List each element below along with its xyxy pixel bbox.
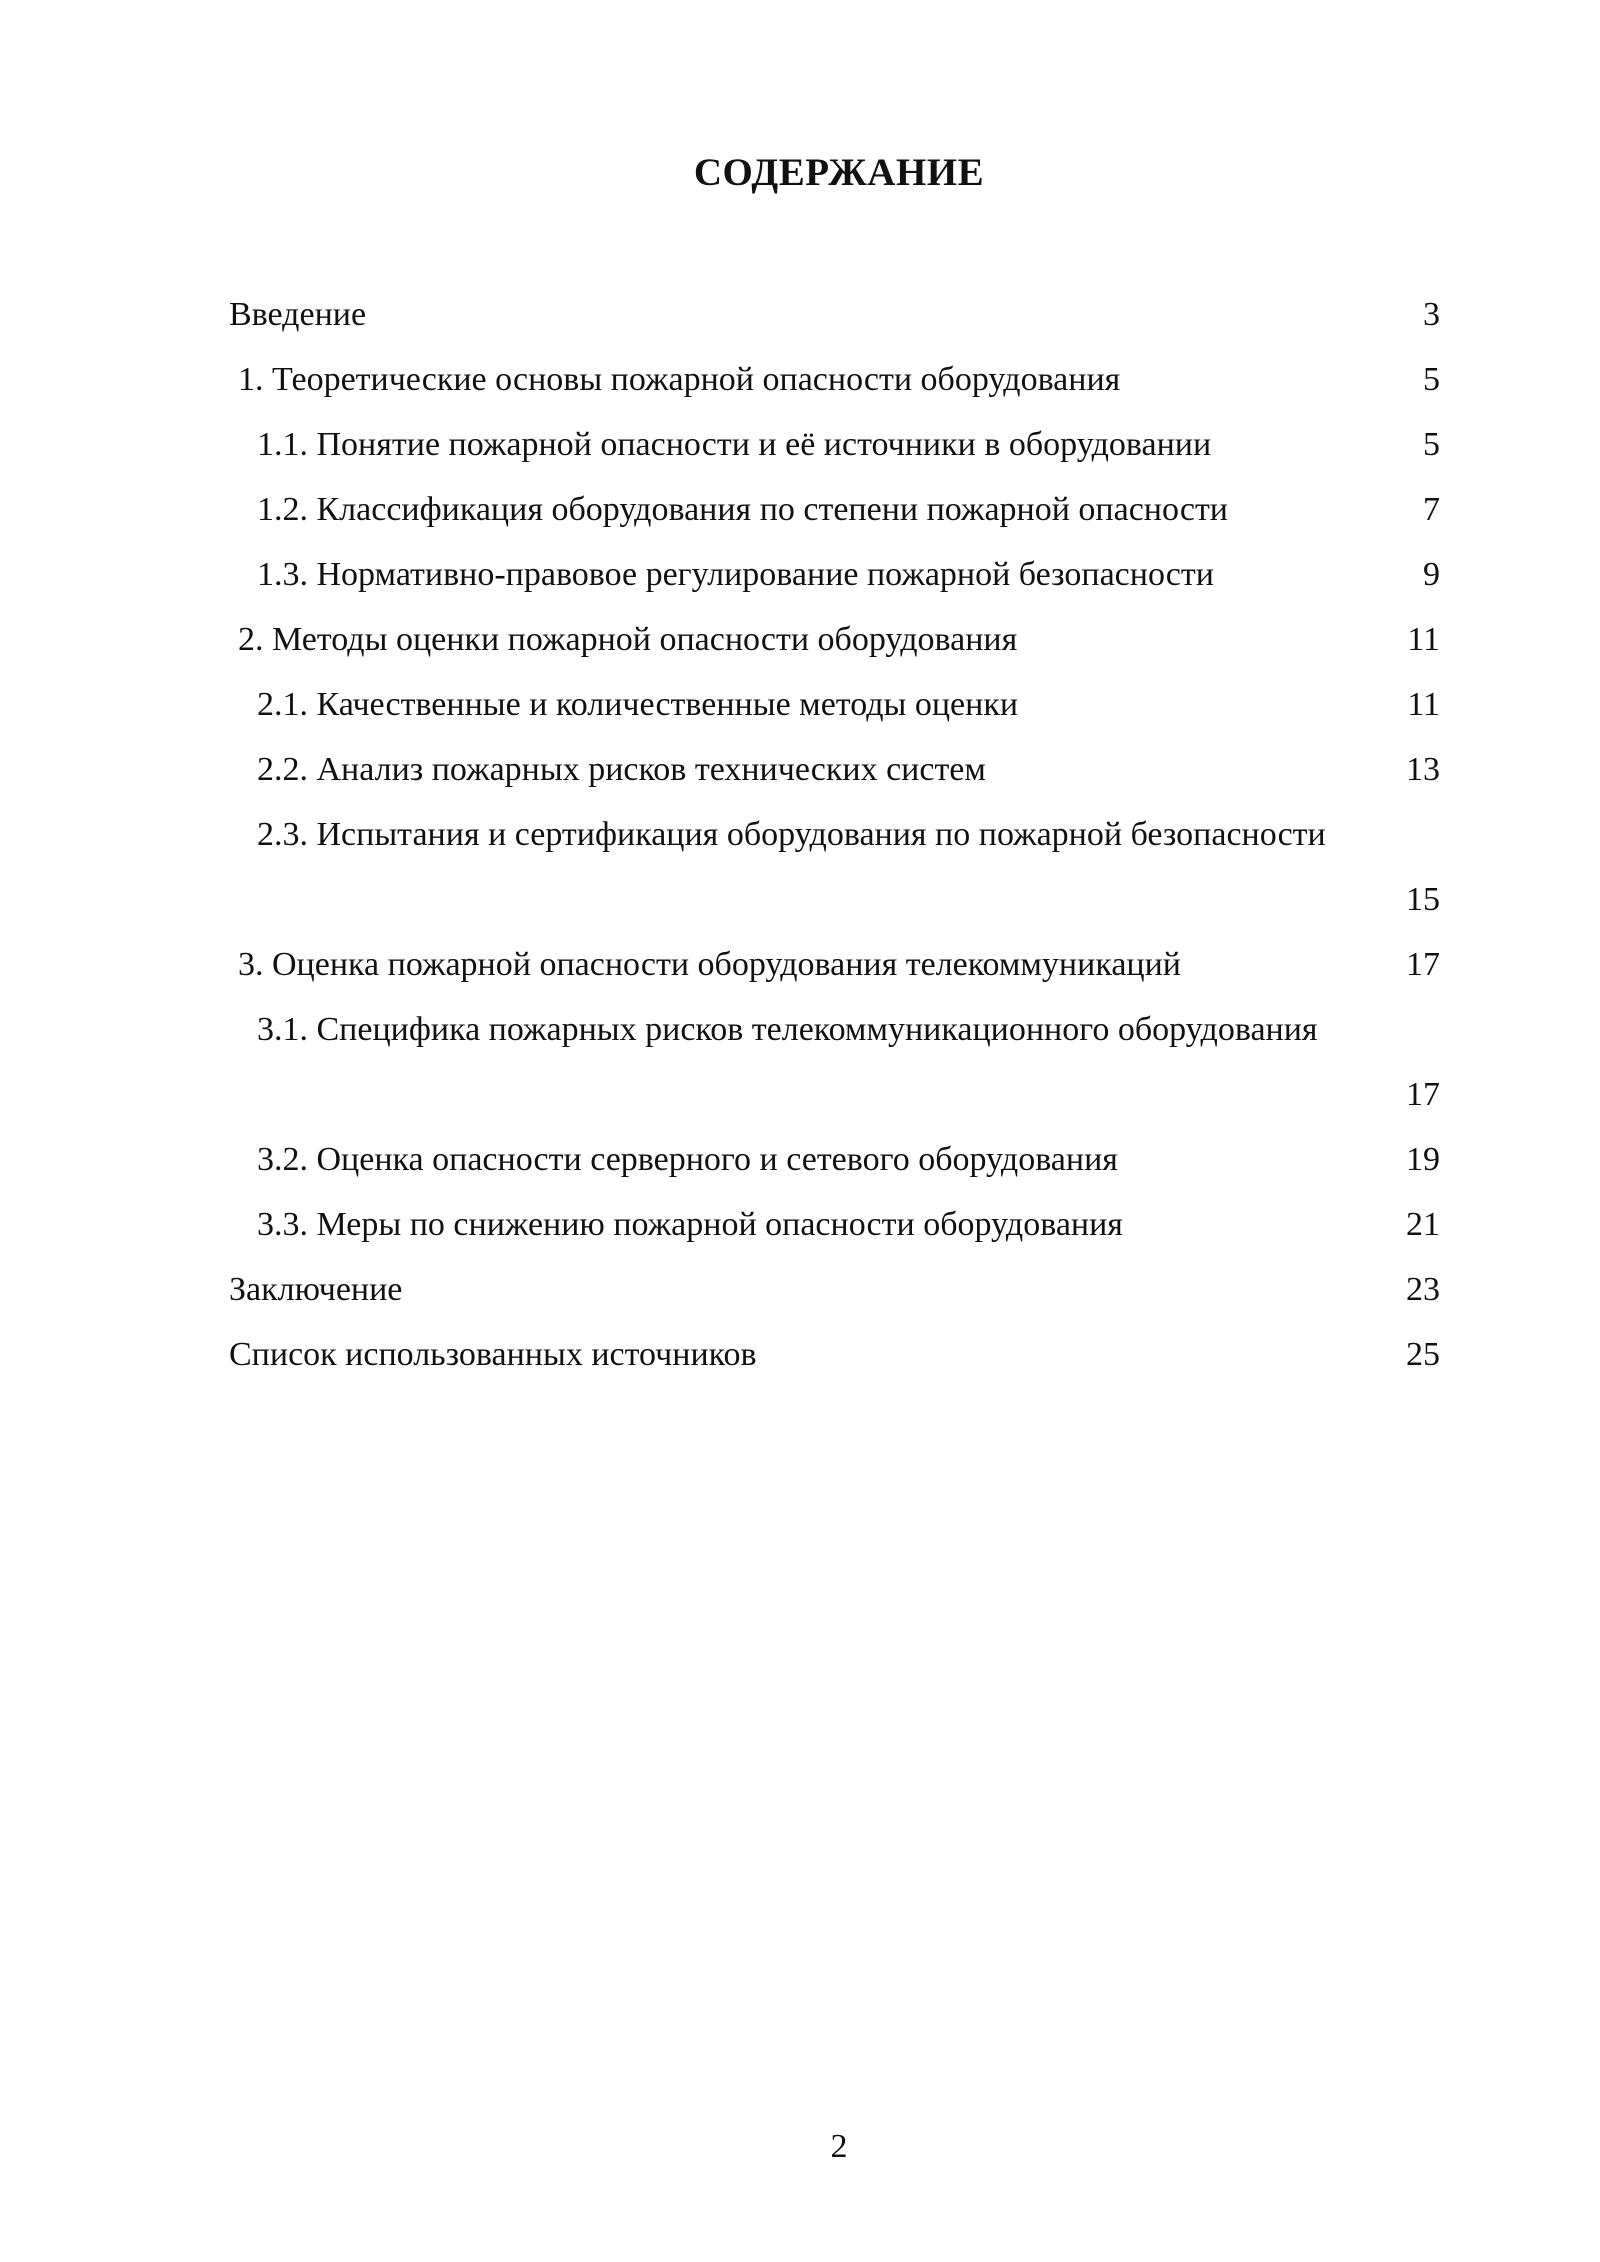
toc-entry-label: 3.2. Оценка опасности серверного и сетевого оборудования: [257, 1141, 1118, 1178]
toc-entry-page: 21: [1406, 1206, 1440, 1243]
toc-entry-page: 17: [1406, 946, 1440, 983]
page-number: 2: [830, 2128, 848, 2165]
toc-entry-label: 1.1. Понятие пожарной опасности и её источники в оборудовании: [257, 426, 1212, 463]
toc-entry-label: 1. Теоретические основы пожарной опасности оборудования: [238, 361, 1121, 398]
toc-entry-label: 2.3. Испытания и сертификация оборудования по пожарной безопасности: [257, 816, 1326, 853]
toc-entry-page: 15: [1406, 881, 1440, 918]
toc-entry-page: 23: [1406, 1271, 1440, 1308]
toc-entry-section-2-2[interactable]: [0, 742, 1600, 807]
toc-entry-label: Заключение: [229, 1271, 403, 1308]
toc-entry-page: 17: [1406, 1076, 1440, 1113]
toc-entry-label: 2. Методы оценки пожарной опасности оборудования: [238, 621, 1018, 658]
toc-entry-section-3-3[interactable]: [0, 1197, 1600, 1262]
toc-entry-label: 3.1. Специфика пожарных рисков телекоммуникационного оборудования: [257, 1011, 1318, 1048]
page-title: СОДЕРЖАНИЕ: [693, 151, 985, 194]
toc-entry-section-1-3[interactable]: [0, 547, 1600, 612]
toc-entry-page: 25: [1406, 1336, 1440, 1373]
toc-entry-label: 1.2. Классификация оборудования по степени пожарной опасности: [257, 491, 1228, 528]
toc-entry-chapter-3[interactable]: [0, 937, 1600, 1002]
toc-entry-label: 1.3. Нормативно-правовое регулирование пожарной безопасности: [257, 556, 1214, 593]
toc-entry-introduction[interactable]: [0, 287, 1600, 352]
toc-entry-label: 2.2. Анализ пожарных рисков технических систем: [257, 751, 986, 788]
toc-entry-chapter-2[interactable]: [0, 612, 1600, 677]
toc-entry-section-3-2[interactable]: [0, 1132, 1600, 1197]
toc-entry-section-1-1[interactable]: [0, 417, 1600, 482]
toc-entry-label: 3. Оценка пожарной опасности оборудования телекоммуникаций: [238, 946, 1182, 983]
toc-entry-page: 11: [1407, 686, 1440, 723]
toc-entry-page: 5: [1423, 426, 1440, 463]
toc-entry-section-1-2[interactable]: [0, 482, 1600, 547]
toc-entry-page: 19: [1406, 1141, 1440, 1178]
toc-entry-conclusion[interactable]: [0, 1262, 1600, 1327]
toc-entry-page: 13: [1406, 751, 1440, 788]
toc-entry-label: 2.1. Качественные и количественные методы оценки: [257, 686, 1019, 723]
toc-entry-page: 3: [1423, 296, 1440, 333]
toc-entry-section-2-1[interactable]: [0, 677, 1600, 742]
table-of-contents: [0, 287, 1600, 1392]
toc-entry-chapter-1[interactable]: [0, 352, 1600, 417]
toc-entry-section-3-1[interactable]: [0, 1002, 1600, 1132]
toc-entry-page: 11: [1407, 621, 1440, 658]
toc-entry-page: 5: [1423, 361, 1440, 398]
toc-entry-section-2-3[interactable]: [0, 807, 1600, 937]
toc-entry-label: Введение: [229, 296, 367, 333]
toc-entry-references[interactable]: [0, 1327, 1600, 1392]
toc-entry-page: 9: [1423, 556, 1440, 593]
toc-entry-page: 7: [1423, 491, 1440, 528]
toc-entry-label: 3.3. Меры по снижению пожарной опасности оборудования: [257, 1206, 1123, 1243]
toc-entry-label: Список использованных источников: [229, 1336, 757, 1373]
